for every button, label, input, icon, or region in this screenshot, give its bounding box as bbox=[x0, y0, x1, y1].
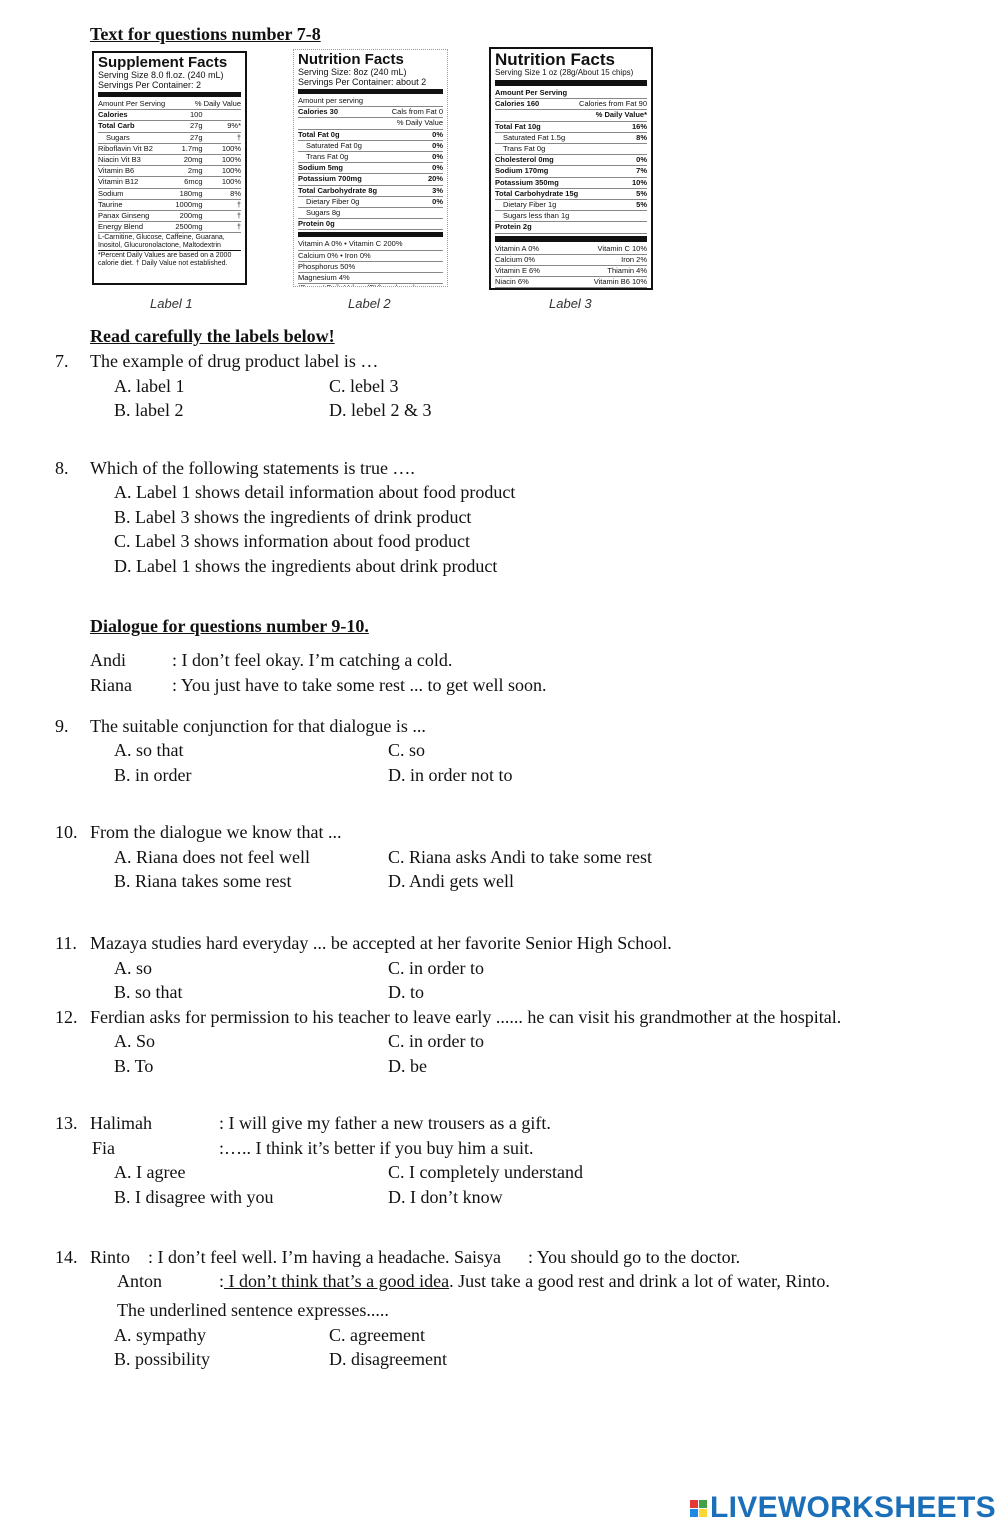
label-1-row-value bbox=[207, 110, 241, 120]
dialogue-heading: Dialogue for questions number 9-10. bbox=[90, 616, 369, 636]
label-2-row bbox=[298, 163, 443, 174]
label-3-row bbox=[495, 144, 647, 155]
label-1-caption: Label 1 bbox=[150, 296, 193, 311]
liveworksheets-logo bbox=[690, 1491, 996, 1525]
label-3-calories: Calories 160 bbox=[495, 99, 540, 109]
label-1-row bbox=[98, 133, 241, 144]
liveworksheets-logo-text: LIVEWORKSHEETS bbox=[710, 1491, 996, 1524]
q11-number: 11. bbox=[55, 933, 77, 953]
label-2-servings: Servings Per Container: about 2 bbox=[298, 77, 427, 87]
q12-option-d[interactable]: D. be bbox=[388, 1056, 427, 1076]
label-2-row-value: 0% bbox=[432, 163, 443, 173]
q13-number: 13. bbox=[55, 1113, 78, 1133]
label-3-row-name: Cholesterol 0mg bbox=[495, 155, 554, 165]
label-3-vitamins bbox=[495, 244, 647, 289]
label-3-vitamin-row-name: Vitamin A 0% bbox=[495, 243, 540, 253]
label-1-row-amount: 20mg bbox=[183, 155, 203, 165]
label-2-cals-fat: Cals from Fat 0 bbox=[391, 107, 443, 117]
label-1-row bbox=[98, 155, 241, 166]
label-1-row-amount: 2mg bbox=[187, 166, 203, 176]
label-1-row-amount: 1000mg bbox=[175, 199, 203, 209]
q11-option-d[interactable]: D. to bbox=[388, 982, 424, 1002]
q10-option-d[interactable]: D. Andi gets well bbox=[388, 871, 514, 891]
q13-option-d[interactable]: D. I don’t know bbox=[388, 1187, 503, 1207]
label-2-vitamin-row-name: Magnesium 4% bbox=[298, 273, 350, 283]
label-3-row bbox=[495, 211, 647, 222]
label-1-servings: Servings Per Container: 2 bbox=[98, 80, 202, 90]
label-1-row-amount: 180mg bbox=[179, 188, 203, 198]
q12-text: Ferdian asks for permission to his teacher to leave early ...... he can visit his grandmother at the hospital. bbox=[90, 1007, 842, 1027]
label-2-vitamin-row-name: Calcium 0% • Iron 0% bbox=[298, 250, 371, 260]
label-1-row-amount: 6mcg bbox=[184, 177, 203, 187]
q7-option-b[interactable]: B. label 2 bbox=[114, 400, 184, 420]
label-3-row-value: 8% bbox=[636, 132, 647, 142]
label-3-row-name: Protein 2g bbox=[495, 222, 532, 232]
q7-text: The example of drug product label is … bbox=[90, 351, 379, 371]
label-2-row-name: Total Carbohydrate 8g bbox=[298, 185, 378, 195]
q9-text: The suitable conjunction for that dialogue is ... bbox=[90, 716, 426, 736]
label-1-blend: L-Carnitine, Glucose, Caffeine, Guarana, Inositol, Glucuronolactone, Maltodextrin bbox=[98, 234, 225, 250]
q7-option-c[interactable]: C. lebel 3 bbox=[329, 376, 399, 396]
q12-number: 12. bbox=[55, 1007, 78, 1027]
label-1-row bbox=[98, 200, 241, 211]
label-2-row-name: Trans Fat 0g bbox=[306, 152, 349, 162]
q13-speaker-halimah: Halimah bbox=[90, 1113, 152, 1133]
label-1-row-amount: 2500mg bbox=[175, 222, 203, 232]
label-3-vitamin-row-value: Thiamin 4% bbox=[607, 266, 647, 276]
label-3-row-name: Sodium 170mg bbox=[495, 166, 549, 176]
q11-option-b[interactable]: B. so that bbox=[114, 982, 183, 1002]
q8-option-b[interactable]: B. Label 3 shows the ingredients of drink product bbox=[114, 507, 472, 527]
q8-option-c[interactable]: C. Label 3 shows information about food product bbox=[114, 531, 470, 551]
q9-option-a[interactable]: A. so that bbox=[114, 740, 184, 760]
label-2-rows bbox=[298, 130, 443, 231]
label-3-row-name: Total Carbohydrate 15g bbox=[495, 188, 579, 198]
label-2-row-name: Dietary Fiber 0g bbox=[306, 196, 360, 206]
label-1-row-name: Energy Blend bbox=[98, 222, 144, 232]
q12-option-b[interactable]: B. To bbox=[114, 1056, 154, 1076]
label-1-row-name: Total Carb bbox=[98, 121, 135, 131]
q13-line-halimah: : I will give my father a new trousers as a gift. bbox=[219, 1113, 551, 1133]
label-3-rows bbox=[495, 122, 647, 234]
label-2-row-name: Sodium 5mg bbox=[298, 163, 344, 173]
q14-prompt: The underlined sentence expresses..... bbox=[117, 1300, 389, 1320]
label-1-row bbox=[98, 166, 241, 177]
label-2-vitamin-row bbox=[298, 251, 443, 262]
label-2-row-value: 20% bbox=[427, 174, 443, 184]
label-1-col-right: % Daily Value bbox=[194, 99, 241, 108]
label-2-row-value: 0% bbox=[432, 152, 443, 162]
label-1-row-name: Vitamin B12 bbox=[98, 177, 139, 187]
label-1-title: Supplement Facts bbox=[98, 54, 228, 71]
label-3-vitamin-row-value: Vitamin B6 10% bbox=[593, 277, 647, 287]
label-2-serving-size: Serving Size: 8oz (240 mL) bbox=[298, 67, 407, 77]
label-1-row-value: 8% bbox=[230, 188, 241, 198]
read-heading: Read carefully the labels below! bbox=[90, 326, 335, 346]
label-2-row-name: Sugars 8g bbox=[306, 208, 341, 218]
label-1-footnote: *Percent Daily Values are based on a 2000 calorie diet. † Daily Value not established. bbox=[98, 250, 241, 268]
label-2-row-name: Protein 0g bbox=[298, 219, 335, 229]
label-2-amount-per: Amount per serving bbox=[298, 96, 364, 105]
q10-option-b[interactable]: B. Riana takes some rest bbox=[114, 871, 292, 891]
label-3-row-name: Trans Fat 0g bbox=[503, 144, 546, 154]
label-3-vitamin-row-name: Calcium 0% bbox=[495, 254, 536, 264]
label-2-caption: Label 2 bbox=[348, 296, 391, 311]
q14-number: 14. bbox=[55, 1247, 78, 1267]
label-3-row-name: Saturated Fat 1.5g bbox=[503, 132, 566, 142]
label-2-row-name: Potassium 700mg bbox=[298, 174, 362, 184]
label-2-title: Nutrition Facts bbox=[298, 51, 404, 68]
label-1-row-value: 100% bbox=[221, 166, 241, 176]
q8-option-d[interactable]: D. Label 1 shows the ingredients about drink product bbox=[114, 556, 498, 576]
label-1-row bbox=[98, 110, 241, 121]
label-1-row bbox=[98, 211, 241, 222]
label-3-title: Nutrition Facts bbox=[495, 50, 615, 69]
dialogue-speaker-riana: Riana bbox=[90, 675, 132, 695]
q13-line-fia: :….. I think it’s better if you buy him a suit. bbox=[219, 1138, 534, 1158]
label-2-row-value: 0% bbox=[432, 140, 443, 150]
q14-underlined-sentence: I don’t think that’s a good idea bbox=[224, 1271, 450, 1291]
label-1-row-name: Sodium bbox=[98, 188, 124, 198]
label-2-dv-header: % Daily Value bbox=[396, 118, 443, 128]
label-2-footnote bbox=[298, 284, 443, 287]
label-1-row-name: Vitamin B6 bbox=[98, 166, 135, 176]
label-3-cals-fat: Calories from Fat 90 bbox=[579, 99, 647, 109]
q14-speaker-anton: Anton bbox=[117, 1271, 162, 1291]
label-3-row bbox=[495, 122, 647, 133]
q11-text: Mazaya studies hard everyday ... be accepted at her favorite Senior High School. bbox=[90, 933, 672, 953]
label-2-row bbox=[298, 152, 443, 163]
q8-option-a[interactable]: A. Label 1 shows detail information about food product bbox=[114, 482, 516, 502]
label-3-vitamin-row-value: Iron 2% bbox=[621, 254, 647, 264]
label-3-dv-header: % Daily Value* bbox=[595, 110, 647, 120]
q14-option-c[interactable]: C. agreement bbox=[329, 1325, 425, 1345]
label-2-vitamin-row bbox=[298, 273, 443, 284]
q12-option-c[interactable]: C. in order to bbox=[388, 1031, 484, 1051]
label-1-row bbox=[98, 121, 241, 132]
label-1-serving-size: Serving Size 8.0 fl.oz. (240 mL) bbox=[98, 70, 224, 80]
label-3-vitamin-row bbox=[495, 244, 647, 255]
dialogue-speaker-andi: Andi bbox=[90, 650, 126, 670]
q8-text: Which of the following statements is true …. bbox=[90, 458, 415, 478]
label-2-calories: Calories 30 bbox=[298, 107, 339, 117]
q11-option-a[interactable]: A. so bbox=[114, 958, 153, 978]
label-2-row bbox=[298, 197, 443, 208]
label-1-row-value: † bbox=[236, 199, 241, 209]
label-3-vitamin-row bbox=[495, 277, 647, 288]
dialogue-line-riana: : You just have to take some rest ... to get well soon. bbox=[172, 675, 547, 695]
q10-number: 10. bbox=[55, 822, 78, 842]
label-3-caption: Label 3 bbox=[549, 296, 592, 311]
label-1-row bbox=[98, 222, 241, 233]
label-1-row-amount: 27g bbox=[189, 121, 203, 131]
label-2-row bbox=[298, 208, 443, 219]
q14-line-rest: . Just take a good rest and drink a lot of water, Rinto. bbox=[449, 1271, 830, 1291]
label-2-nutrition-facts bbox=[293, 49, 448, 287]
label-2-vitamin-row bbox=[298, 262, 443, 273]
label-1-row-value: 9%* bbox=[227, 121, 241, 131]
section-heading-7-8: Text for questions number 7-8 bbox=[90, 24, 321, 44]
label-3-amount-per: Amount Per Serving bbox=[495, 88, 568, 97]
label-1-supplement-facts bbox=[92, 51, 247, 285]
label-3-vitamin-row bbox=[495, 266, 647, 277]
q10-option-a[interactable]: A. Riana does not feel well bbox=[114, 847, 310, 867]
label-3-row-name: Potassium 350mg bbox=[495, 177, 559, 187]
label-2-vitamin-row bbox=[298, 239, 443, 250]
label-2-row bbox=[298, 174, 443, 185]
label-1-row-value: 100% bbox=[221, 177, 241, 187]
label-2-row bbox=[298, 130, 443, 141]
label-1-col-left: Amount Per Serving bbox=[98, 99, 166, 108]
label-3-vitamin-row-name: Vitamin E 6% bbox=[495, 266, 540, 276]
q13-option-c[interactable]: C. I completely understand bbox=[388, 1162, 583, 1182]
label-1-row-name: Niacin Vit B3 bbox=[98, 155, 141, 165]
label-3-vitamin-row bbox=[495, 255, 647, 266]
label-1-row-name: Taurine bbox=[98, 199, 123, 209]
label-1-row-name: Riboflavin Vit B2 bbox=[98, 143, 153, 153]
label-1-row-amount: 200mg bbox=[179, 211, 203, 221]
label-3-vitamin-row-value: Vitamin C 10% bbox=[597, 243, 647, 253]
label-2-row-name: Saturated Fat 0g bbox=[306, 140, 362, 150]
label-3-row-value: 10% bbox=[631, 177, 647, 187]
label-2-row-value: 3% bbox=[432, 185, 443, 195]
label-2-row-value: 0% bbox=[432, 129, 443, 139]
label-3-row bbox=[495, 178, 647, 189]
label-1-row bbox=[98, 144, 241, 155]
label-2-row bbox=[298, 219, 443, 230]
liveworksheets-logo-icon bbox=[690, 1500, 707, 1517]
q8-number: 8. bbox=[55, 458, 69, 478]
q14-option-a[interactable]: A. sympathy bbox=[114, 1325, 206, 1345]
label-1-rows bbox=[98, 110, 241, 233]
label-3-nutrition-facts bbox=[489, 47, 653, 290]
q12-option-a[interactable]: A. So bbox=[114, 1031, 156, 1051]
q9-option-d[interactable]: D. in order not to bbox=[388, 765, 513, 785]
label-2-vitamins bbox=[298, 239, 443, 284]
label-1-row-amount: 27g bbox=[189, 132, 203, 142]
label-1-row-name: Calories bbox=[98, 110, 128, 120]
label-2-row bbox=[298, 186, 443, 197]
label-3-row-value: 7% bbox=[636, 166, 647, 176]
q7-number: 7. bbox=[55, 351, 69, 371]
label-1-row-value: † bbox=[236, 132, 241, 142]
label-3-row-name: Total Fat 10g bbox=[495, 121, 541, 131]
label-3-row-value: 16% bbox=[631, 121, 647, 131]
q9-number: 9. bbox=[55, 716, 69, 736]
label-3-row-name: Dietary Fiber 1g bbox=[503, 200, 557, 210]
label-3-row bbox=[495, 166, 647, 177]
q13-option-a[interactable]: A. I agree bbox=[114, 1162, 186, 1182]
q9-option-b[interactable]: B. in order bbox=[114, 765, 192, 785]
label-3-row-value: 5% bbox=[636, 188, 647, 198]
label-1-row-value: 100% bbox=[221, 143, 241, 153]
q14-anton-line bbox=[219, 1271, 830, 1292]
q10-text: From the dialogue we know that ... bbox=[90, 822, 342, 842]
label-3-row bbox=[495, 222, 647, 233]
q14-option-b[interactable]: B. possibility bbox=[114, 1349, 211, 1369]
label-1-row-name: Panax Ginseng bbox=[98, 211, 150, 221]
label-3-row-name: Sugars less than 1g bbox=[503, 211, 570, 221]
label-3-row bbox=[495, 133, 647, 144]
q10-option-c[interactable]: C. Riana asks Andi to take some rest bbox=[388, 847, 652, 867]
label-3-serving-size: Serving Size 1 oz (28g/About 15 chips) bbox=[495, 68, 634, 77]
q13-speaker-fia: Fia bbox=[92, 1138, 116, 1158]
q14-colon: : bbox=[219, 1271, 225, 1291]
q13-option-b[interactable]: B. I disagree with you bbox=[114, 1187, 274, 1207]
label-1-row-amount: 100 bbox=[189, 110, 203, 120]
label-2-row bbox=[298, 141, 443, 152]
label-2-vitamin-row-name: Phosphorus 50% bbox=[298, 261, 356, 271]
label-3-row bbox=[495, 200, 647, 211]
label-3-vitamin-row-name: Niacin 6% bbox=[495, 277, 529, 287]
label-1-row bbox=[98, 189, 241, 200]
label-2-vitamin-row-name: Vitamin A 0% • Vitamin C 200% bbox=[298, 239, 403, 249]
label-1-row-value: 100% bbox=[221, 155, 241, 165]
q11-option-c[interactable]: C. in order to bbox=[388, 958, 484, 978]
q14-option-d[interactable]: D. disagreement bbox=[329, 1349, 447, 1369]
q7-option-a[interactable]: A. label 1 bbox=[114, 376, 185, 396]
label-1-row-value: † bbox=[236, 211, 241, 221]
label-1-row-name: Sugars bbox=[106, 132, 130, 142]
label-3-row bbox=[495, 155, 647, 166]
label-2-row-value: 0% bbox=[432, 196, 443, 206]
q14-line-1: Rinto : I don’t feel well. I’m having a headache. Saisya : You should go to the doctor. bbox=[90, 1247, 741, 1267]
q9-option-c[interactable]: C. so bbox=[388, 740, 426, 760]
label-3-row-value: 5% bbox=[636, 200, 647, 210]
dialogue-line-andi: : I don’t feel okay. I’m catching a cold. bbox=[172, 650, 453, 670]
label-1-row-value: † bbox=[236, 222, 241, 232]
label-2-row-name: Total Fat 0g bbox=[298, 129, 340, 139]
label-3-row-value: 0% bbox=[636, 155, 647, 165]
q7-option-d[interactable]: D. lebel 2 & 3 bbox=[329, 400, 432, 420]
label-3-row bbox=[495, 189, 647, 200]
label-1-row bbox=[98, 177, 241, 188]
label-1-row-amount: 1.7mg bbox=[181, 143, 203, 153]
